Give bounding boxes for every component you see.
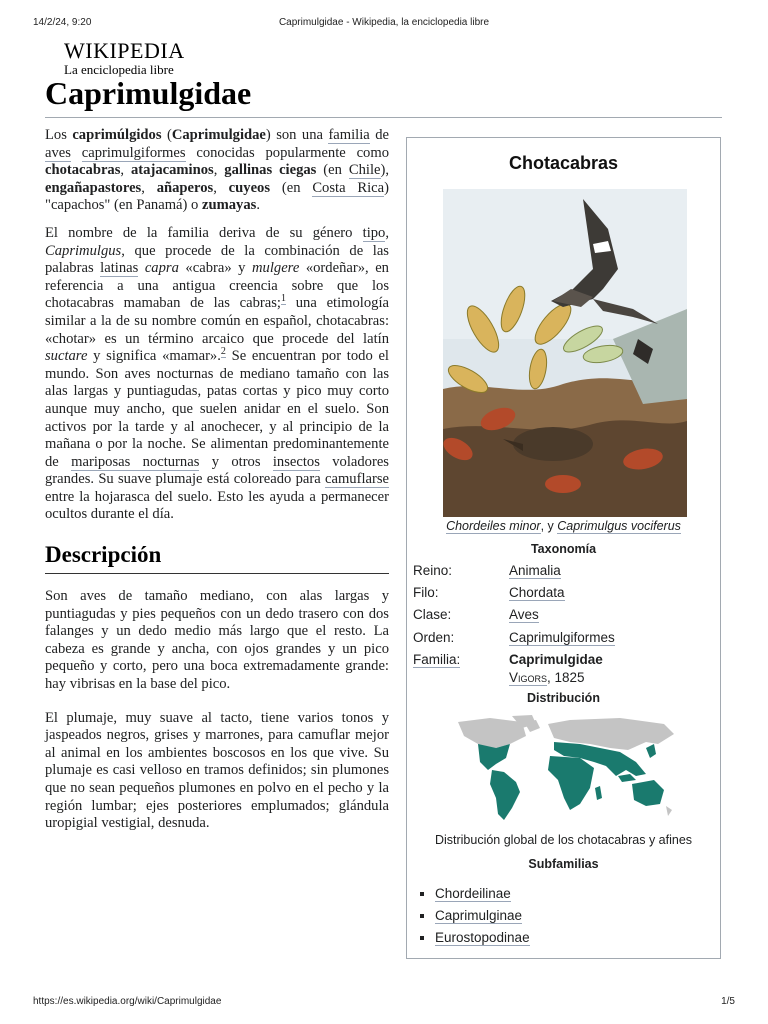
link-caprimulgiformes[interactable]: caprimulgiformes <box>81 144 186 161</box>
page-title: Caprimulgidae <box>45 73 722 118</box>
authority <box>509 670 585 685</box>
taxonomy-row <box>413 563 713 585</box>
description-paragraph-1: Son aves de tamaño mediano, con alas largas y puntiagudas y pies pequeños con un dedo trasero con dos falanges y un dedo medio más largo que el resto. La cabeza es grande y ancha, con ojos grandes y un pico pequeño y corto, pero una boca extremadamente grande: hay vibrisas en la base del pico. <box>45 588 389 693</box>
taxonomy-value-link[interactable]: Caprimulgiformes <box>509 630 615 645</box>
caption-separator: , y <box>540 519 558 533</box>
link-chordeiles-minor[interactable]: Chordeiles minor <box>446 519 541 533</box>
taxonomy-key: Reino: <box>413 563 453 578</box>
description-paragraph-2: El plumaje, muy suave al tacto, tiene varios tonos y jaspeados negros, grises y marrones, para camuflar mejor al animal en los ambientes boscosos en los que vive. Su plumaje es casi velloso en tramos definidos; sin plumones que no sean pequeños plumones en polvo en el pecho y la región lumbar; ejes posteriores emplumados; glándula uropigial vestigial, desnuda. <box>45 709 389 832</box>
print-url: https://es.wikipedia.org/wiki/Caprimulgidae <box>33 996 222 1007</box>
taxonomy-key: Orden: <box>413 630 455 645</box>
link-mariposas-nocturnas[interactable]: mariposas nocturnas <box>71 453 200 470</box>
authority-year: , 1825 <box>547 670 585 685</box>
list-item <box>435 927 530 949</box>
list-item <box>435 905 530 927</box>
infobox <box>406 137 721 959</box>
subfamilies-list <box>413 883 530 949</box>
link-costa-rica[interactable]: Costa Rica <box>312 179 385 196</box>
link-subfamily[interactable]: Chordeilinae <box>435 886 511 901</box>
taxonomy-value-link[interactable]: Animalia <box>509 563 561 578</box>
world-map[interactable] <box>450 714 680 832</box>
taxonomy-key: Clase: <box>413 607 452 622</box>
link-familia[interactable]: familia <box>328 127 370 143</box>
ref-2[interactable]: 2 <box>220 346 226 358</box>
link-tipo[interactable]: tipo <box>362 224 386 241</box>
ref-1[interactable]: 1 <box>280 293 286 305</box>
link-chile[interactable]: Chile <box>348 162 381 179</box>
taxonomy-value-link[interactable]: Aves <box>509 607 539 622</box>
taxonomy-row <box>413 630 713 652</box>
link-caprimulgus-vociferus[interactable]: Caprimulgus vociferus <box>557 519 681 533</box>
taxonomy-value-link[interactable]: Chordata <box>509 585 565 600</box>
taxonomy-value: Caprimulgidae <box>509 652 603 667</box>
taxonomy-key: Filo: <box>413 585 439 600</box>
etymology-paragraph: El nombre de la familia deriva de su género tipo, Caprimulgus, que procede de la combinación de las palabras latinas capra «cabra» y mulgere «ordeñar», en referencia a una antigua creencia sobre que los chotacabras mamaban de las cabras;$^1$ una etimología similar a la de su nombre común en español, chotacabras: «chotar» es un término arcaico que procede del latín suctare y significa «mamar».$^2$ Se encuentran por todo el mundo. Son aves nocturnas de mediano tamaño con las alas largas y puntiagudas, patas cortas y pico muy corto aunque muy ancho, que suelen anidar en el suelo. Son activos por la tarde y al anochecer, y al principio de la mañana o por la noche. Se alimentan predominantemente de mariposas nocturnas y otros insectos voladores grandes. Su suave plumaje está coloreado para camuflarse entre la hojarasca del suelo. Esto les ayuda a permanecer ocultos durante el día. <box>45 224 389 523</box>
bird-illustration[interactable] <box>443 189 687 517</box>
link-vigors[interactable]: Vigors <box>509 670 548 685</box>
article-body <box>45 127 389 843</box>
link-camuflarse[interactable]: camuflarse <box>324 471 389 488</box>
wordmark-tagline: La enciclopedia libre <box>64 62 174 77</box>
taxonomy-row <box>413 607 713 629</box>
image-caption <box>407 519 720 533</box>
print-tab-title: Caprimulgidae - Wikipedia, la enciclopedia libre <box>278 17 490 28</box>
print-page-counter: 1/5 <box>721 996 735 1007</box>
taxonomy-header: Taxonomía <box>530 542 597 556</box>
link-insectos[interactable]: insectos <box>272 453 320 470</box>
link-subfamily[interactable]: Eurostopodinae <box>435 930 530 945</box>
wordmark-name: WIKIPEDIA <box>64 38 185 63</box>
print-datetime: 14/2/24, 9:20 <box>33 17 92 28</box>
link-subfamily[interactable]: Caprimulginae <box>435 908 523 923</box>
authority-row <box>413 670 713 692</box>
link-latinas[interactable]: latinas <box>100 260 139 277</box>
subfamilies-header: Subfamilias <box>528 857 599 871</box>
link-aves[interactable]: aves <box>45 144 71 161</box>
section-heading-descripcion: Descripción <box>45 540 389 574</box>
distribution-header: Distribución <box>527 691 600 705</box>
map-caption: Distribución global de los chotacabras y afines <box>434 833 693 847</box>
infobox-title: Chotacabras <box>508 153 619 173</box>
list-item <box>435 883 530 905</box>
taxonomy-row <box>413 585 713 607</box>
lead-paragraph: Los caprimúlgidos (Caprimulgidae) son una familia de aves caprimulgiformes conocidas popularmente como chotacabras, atajacaminos, gallinas ciegas (en Chile), engañapastores, añaperos, cuyeos (en Costa Rica) "capachos" (en Panamá) o zumayas. <box>45 127 390 214</box>
taxonomy-key-link[interactable]: Familia: <box>413 652 461 667</box>
